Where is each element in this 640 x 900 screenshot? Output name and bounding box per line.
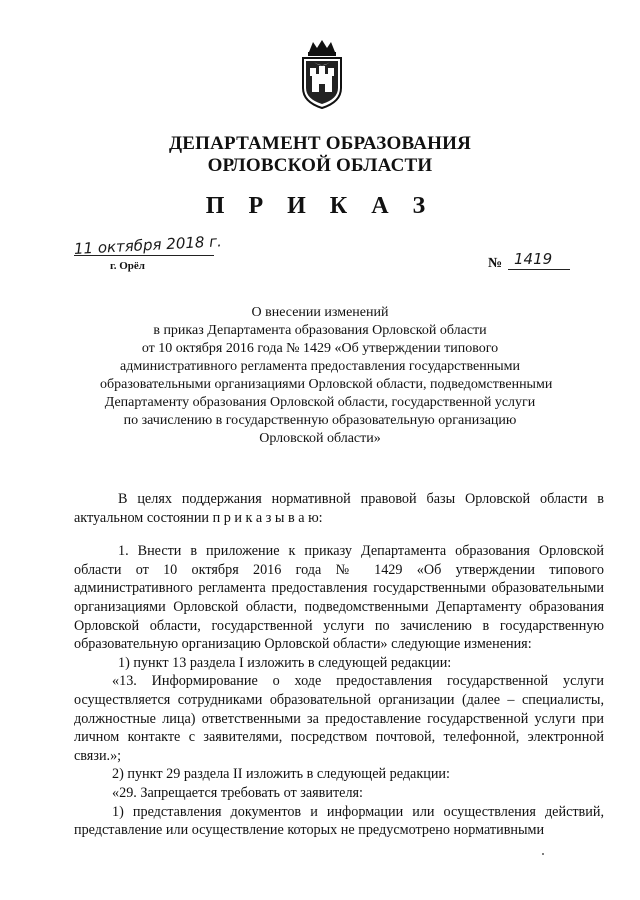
number-label: № (488, 256, 503, 271)
order-body (74, 490, 604, 840)
order-number: 1419 (514, 250, 553, 268)
coat-of-arms-icon (297, 38, 347, 110)
order-date: 11 октября 2018 г. (73, 232, 223, 258)
subject-line: Департаменту образования Орловской области, государственной услуги (104, 395, 536, 410)
order-subject (100, 304, 553, 448)
item-1: 1. Внести в приложение к приказу Департамента образования Орловской области от 10 октября 2016 года № 1429 «Об утверждении типового административного регламента предоставления государственными образовательными организациями Орловской области, подведомственными Департаменту образования Орловской области, государственной услуги по зачислению в государственную образовательную организацию Орловской области» следующие изменения: (74, 543, 604, 653)
subitem-1: 1) пункт 13 раздела I изложить в следующей редакции: (118, 654, 452, 671)
subject-line: Орловской области» (259, 431, 381, 446)
subitem-2: 2) пункт 29 раздела II изложить в следующей редакции: (112, 766, 450, 783)
scan-dot (542, 853, 544, 855)
subject-line: по зачислению в государственную образовательную организацию (123, 413, 517, 428)
quote-item-29: «29. Запрещается требовать от заявителя: (112, 784, 363, 801)
subject-line: образовательными организациями Орловской области, подведомственными (100, 377, 553, 392)
subject-line: от 10 октября 2016 года № 1429 «Об утверждении типового (141, 341, 499, 356)
order-title: П Р И К А З (205, 193, 435, 219)
subject-line: в приказ Департамента образования Орловской области (153, 323, 487, 338)
quote-item-13: «13. Информирование о ходе предоставления государственной услуги осуществляется сотрудниками образовательной организации (далее – специалисты, должностные лица) ответственными за предоставление государственной услуги при личном контакте с заявителями, посредством почтовой, телефонной, электронной связи.»; (74, 673, 604, 764)
subject-line: О внесении изменений (251, 305, 389, 320)
number-underline (508, 269, 570, 270)
department-name-line1: ДЕПАРТАМЕНТ ОБРАЗОВАНИЯ (169, 133, 471, 154)
quote-item-29-1: 1) представления документов и информации или осуществления действий, представление или осуществление которых не предусмотрено нормативными (74, 803, 604, 839)
department-name-line2: ОРЛОВСКОЙ ОБЛАСТИ (207, 155, 433, 176)
date-underline (74, 255, 214, 256)
city-label: г. Орёл (110, 260, 145, 272)
preamble: В целях поддержания нормативной правовой базы Орловской области в актуальном состоянии п р и к а з ы в а ю: (74, 491, 604, 526)
subject-line: административного регламента предоставления государственными (120, 359, 520, 374)
